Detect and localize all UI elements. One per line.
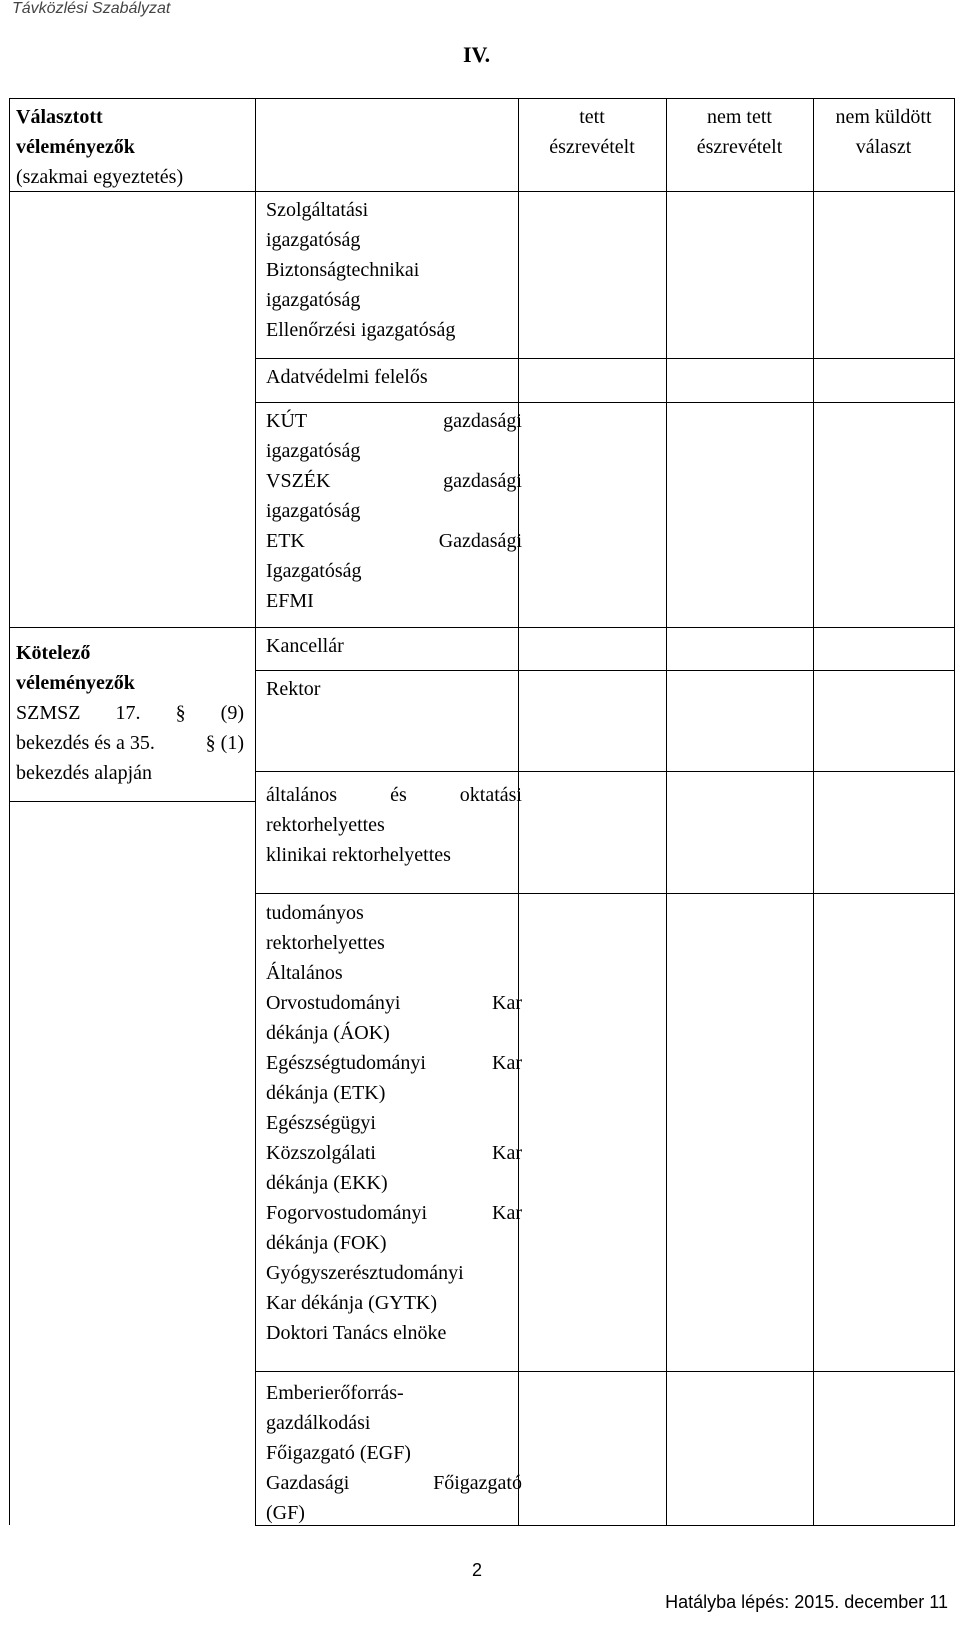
ref-part: § (1) <box>205 732 244 754</box>
label-part: gazdasági <box>443 410 522 432</box>
label-part: Kar <box>492 1052 522 1074</box>
header-title: Távközlési Szabályzat <box>12 0 171 17</box>
group2-reference <box>16 728 244 758</box>
grid-line-v <box>666 98 667 1525</box>
row-label: igazgatóság <box>266 229 361 251</box>
label-part: gazdasági <box>443 470 522 492</box>
label-part: Orvostudományi <box>266 992 401 1014</box>
row-label: Biztonságtechnikai <box>266 259 420 281</box>
row-label: Gyógyszerésztudományi <box>266 1262 464 1284</box>
row-label: Általános <box>266 962 343 984</box>
row-label: Igazgatóság <box>266 560 362 582</box>
group1-subtitle: (szakmai egyeztetés) <box>16 166 184 188</box>
row-label: igazgatóság <box>266 440 361 462</box>
label-part: oktatási <box>459 784 522 806</box>
grid-line-h <box>255 670 955 671</box>
label-part: Kar <box>492 1142 522 1164</box>
grid-line-h <box>255 1371 955 1372</box>
label-part: VSZÉK <box>266 470 331 492</box>
header-line: nem tett <box>707 106 772 128</box>
label-part: KÚT <box>266 410 308 432</box>
label-part: Gazdasági <box>438 530 522 552</box>
row-label <box>266 466 522 496</box>
row-label: dékánja (ÁOK) <box>266 1022 390 1044</box>
row-label: dékánja (ETK) <box>266 1082 386 1104</box>
row-label: Kancellár <box>266 635 344 657</box>
grid-line-h <box>255 358 955 359</box>
grid-line-v <box>9 98 10 1525</box>
header-line: észrevételt <box>549 136 635 158</box>
column-header-tett <box>518 102 666 162</box>
grid-line-v <box>255 98 256 1525</box>
row-label <box>266 526 522 556</box>
grid-line-v <box>813 98 814 1525</box>
row-label: rektorhelyettes <box>266 932 385 954</box>
group2-title: véleményezők <box>16 672 135 694</box>
label-part: ETK <box>266 530 305 552</box>
group2-reference: bekezdés alapján <box>16 762 153 784</box>
row-label: igazgatóság <box>266 289 361 311</box>
grid-line-h <box>255 771 955 772</box>
row-label <box>266 988 522 1018</box>
row-label: igazgatóság <box>266 500 361 522</box>
row-label: Szolgáltatási <box>266 199 369 221</box>
row-label <box>266 1198 522 1228</box>
grid-line-v <box>518 98 519 1525</box>
grid-line-h <box>255 402 955 403</box>
label-part: általános <box>266 784 338 806</box>
row-label: Egészségügyi <box>266 1112 376 1134</box>
grid-line-h <box>255 893 955 894</box>
grid-line-h <box>9 627 955 628</box>
column-header-nem-kuldott <box>813 102 954 162</box>
row-label: gazdálkodási <box>266 1412 371 1434</box>
label-part: Gazdasági <box>266 1472 350 1494</box>
row-label <box>266 406 522 436</box>
grid-line-h <box>9 801 255 802</box>
grid-line-h <box>255 1525 955 1526</box>
row-label: EFMI <box>266 590 314 612</box>
row-label <box>266 1468 522 1498</box>
label-part: Közszolgálati <box>266 1142 376 1164</box>
label-part: Egészségtudományi <box>266 1052 426 1074</box>
row-label <box>266 780 522 810</box>
row-label: dékánja (EKK) <box>266 1172 388 1194</box>
ref-part: 17. <box>115 702 141 724</box>
ref-part: bekezdés és a 35. <box>16 732 155 754</box>
row-label: (GF) <box>266 1502 305 1524</box>
row-label: rektorhelyettes <box>266 814 385 836</box>
column-header-nem-tett <box>666 102 813 162</box>
row-label: tudományos <box>266 902 364 924</box>
ref-part: SZMSZ <box>16 702 81 724</box>
row-label: Ellenőrzési igazgatóság <box>266 319 456 341</box>
ref-part: (9) <box>220 702 244 724</box>
group1-title: véleményezők <box>16 136 135 158</box>
page-number: 2 <box>472 1560 483 1580</box>
label-part: Főigazgató <box>433 1472 522 1494</box>
label-part: Fogorvostudományi <box>266 1202 428 1224</box>
section-sign: § <box>175 702 186 724</box>
label-part: és <box>390 784 407 806</box>
grid-line-v <box>954 98 955 1525</box>
header-line: észrevételt <box>696 136 783 158</box>
row-label: Emberierőforrás- <box>266 1382 404 1404</box>
footer-effective-date: Hatályba lépés: 2015. december 11 <box>665 1592 948 1612</box>
group2-title: Kötelező <box>16 642 91 664</box>
row-label: Kar dékánja (GYTK) <box>266 1292 438 1314</box>
row-label: dékánja (FOK) <box>266 1232 387 1254</box>
label-part: Kar <box>492 992 522 1014</box>
row-label: klinikai rektorhelyettes <box>266 844 451 866</box>
row-label <box>266 1048 522 1078</box>
header-line: tett <box>579 106 605 128</box>
header-line: választ <box>855 136 912 158</box>
label-part: Kar <box>492 1202 522 1224</box>
grid-line-h <box>9 98 955 99</box>
row-label: Doktori Tanács elnöke <box>266 1322 447 1344</box>
row-label: Adatvédelmi felelős <box>266 366 428 388</box>
group2-reference <box>16 698 244 728</box>
row-label: Főigazgató (EGF) <box>266 1442 411 1464</box>
group1-title: Választott <box>16 106 103 128</box>
section-number: IV. <box>463 42 491 67</box>
row-label <box>266 1138 522 1168</box>
row-label: Rektor <box>266 678 321 700</box>
header-line: nem küldött <box>835 106 932 128</box>
